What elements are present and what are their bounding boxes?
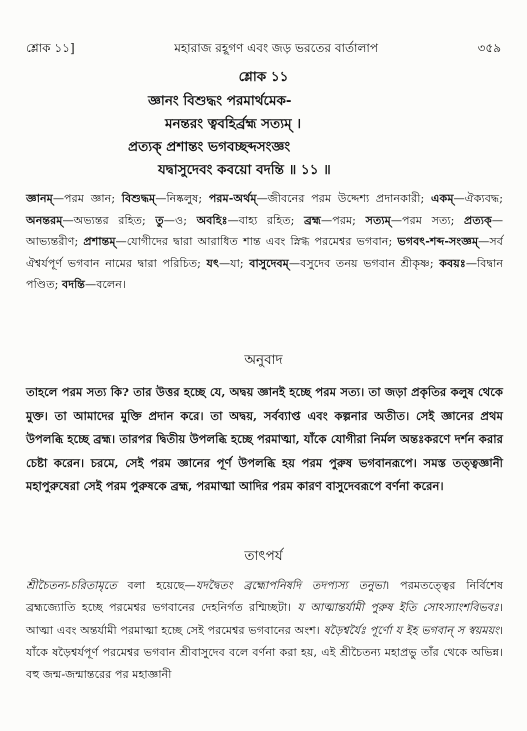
synonym-term: বাসুদেবম্ <box>249 255 289 270</box>
purport-quotation: য আত্মান্তর্যামী পুরুষ ইতি সোঽস্যাংশবিভবঃ <box>297 601 499 615</box>
synonym-meaning: —বাহ্য রহিত; <box>227 213 304 227</box>
synonym-term: বিশুদ্ধম্ <box>121 191 156 205</box>
verse-line: প্রত্যক্ প্রশান্তং ভগবচ্ছব্দসংজ্ঞং <box>128 139 291 155</box>
synonym-entry <box>431 192 503 205</box>
synonym-entry <box>83 235 397 248</box>
synonym-meaning: —জীবনের পরম উদ্দেশ্য প্রদানকারী; <box>256 192 431 205</box>
translation-text: তাহলে পরম সত্য কি? তার উত্তর হচ্ছে যে, অদ্বয় জ্ঞানই হচ্ছে পরম সত্য। তা জড়া প্রকৃতির কলুষ থেকে মুক্ত। তা আমাদের মুক্তি প্রদান করে। তা অদ্বয়, সর্বব্যাপ্ত এবং কল্পনার অতীত। সেই জ্ঞানের প্রথম উপলব্ধি হচ্ছে ব্রহ্ম। তারপর দ্বিতীয় উপলব্ধি হচ্ছে পরমাত্মা, যাঁকে যোগীরা নির্মল অন্তঃকরণে দর্শন করার চেষ্টা করেন। চরমে, সেই পরম জ্ঞানের পূর্ণ উপলব্ধি হয় পরম পুরুষ ভগবানরূপে। সমস্ত তত্ত্বজ্ঞানী মহাপুরুষেরা সেই পরম পুরুষকে ব্রহ্ম, পরমাত্মা আদির পরম কারণ বাসুদেবরূপে বর্ণনা করেন। <box>26 385 503 493</box>
purport-quotation: ষড়ৈশ্বর্যৈঃ পূর্ণো য ইহ ভগবান্ স স্বয়ময়ং <box>323 623 499 637</box>
purport-text <box>26 575 503 686</box>
verse-line: জ্ঞানং বিশুদ্ধং পরমার্থমেক- <box>148 93 292 109</box>
sanskrit-verse <box>0 90 527 182</box>
synonym-entry <box>155 214 196 227</box>
chapter-title: মহারাজ রহূগণ এবং জড় ভরতের বার্তালাপ <box>174 41 379 55</box>
synonym-meaning: —যা; <box>218 256 250 270</box>
synonym-meaning: —অভ্যন্তর রহিত; <box>62 213 156 227</box>
synonym-meaning: —ও; <box>163 213 197 227</box>
synonym-entry <box>122 192 209 205</box>
purport-quotation: যদদ্বৈতং ব্রহ্মোপনিষদি তদপ্যস্য তনুভা <box>195 579 386 592</box>
synonym-meaning: —পরম জ্ঞান; <box>52 192 122 205</box>
purport-heading: তাৎপর্য <box>244 548 283 564</box>
synonym-term: তু <box>155 212 164 227</box>
synonym-term: প্রশান্তম্ <box>83 234 116 248</box>
page-number: ৩৫৯ <box>477 41 501 55</box>
synonym-term: যৎ <box>206 255 219 270</box>
synonym-meaning: —বলেন। <box>85 278 126 291</box>
synonym-meaning: —নিষ্কলুষ; <box>155 192 209 205</box>
synonym-term: বদন্তি <box>62 277 86 291</box>
synonym-entry <box>26 214 155 227</box>
synonym-term: সত্যম্ <box>365 212 391 227</box>
synonym-meaning: —বসুদেব তনয় ভগবান শ্রীকৃষ্ণ; <box>288 256 440 270</box>
synonym-meaning: —যোগীদের দ্বারা আরাধিত শান্ত এবং স্নিগ্ধ পরমেশ্বর ভগবান; <box>115 235 398 248</box>
synonym-meaning: —পরম সত্য; <box>390 213 464 227</box>
purport-quotation: শ্রীচৈতন্য-চরিতামৃতে <box>26 579 117 592</box>
synonym-entry <box>197 214 304 227</box>
synonym-term: একম্ <box>430 191 454 205</box>
synonym-entry <box>366 214 464 227</box>
synonym-entry <box>26 192 122 205</box>
purport-text-run: । যাঁকে ষড়ৈশ্বর্যপূর্ণ পরমেশ্বর ভগবান শ্রীবাসুদেব বলে বর্ণনা করা হয়, এই শ্রীচৈতন্য মহাপ্রভু তাঁর থেকে অভিন্ন। বহু জন্ম-জন্মান্তরের পর মহাজ্ঞানী <box>26 623 503 682</box>
synonym-entry <box>209 192 431 205</box>
synonym-entry <box>207 257 250 270</box>
synonym-meaning: —সর্ব ঐশ্বর্যপূর্ণ ভগবান নামের দ্বারা পরিচিত; <box>26 235 503 270</box>
purport-text-run: । পরমতত্ত্বের নির্বিশেষ ব্রহ্মজ্যোতি হচ্ছে পরমেশ্বর ভগবানের দেহনির্গত রশ্মিচ্ছটা। <box>26 579 503 615</box>
synonym-term: ব্রহ্ম <box>303 212 322 227</box>
purport-text-run: বলা হয়েছে— <box>116 579 196 592</box>
translation-heading: অনুবাদ <box>244 352 283 368</box>
synonym-term: অনন্তরম্ <box>26 212 63 227</box>
synonym-term: পরম-অর্থম্ <box>208 191 257 205</box>
synonym-entry <box>304 214 366 227</box>
synonym-entry <box>62 278 126 291</box>
verse-number: শ্লোক ১১ <box>238 69 289 85</box>
verse-line: মনন্তরং ত্ববহির্ব্রহ্ম সত্যম্ । <box>165 116 302 132</box>
synonym-meaning: —ঐক্যবদ্ধ; <box>453 192 503 205</box>
synonym-meaning: —বিদ্বান পণ্ডিত; <box>26 256 504 291</box>
purport-text-run: । আত্মা এবং অন্তর্যামী পরমাত্মা হচ্ছে সেই পরমেশ্বর ভগবানের অংশ। <box>26 601 503 637</box>
synonym-term: কবয়ঃ <box>439 255 466 270</box>
synonym-term: প্রত্যক্ <box>463 212 492 227</box>
synonym-term: জ্ঞানম্ <box>26 191 53 205</box>
chapter-verse-reference: শ্লোক ১১] <box>26 41 75 55</box>
synonym-term: অবহিঃ <box>196 212 228 227</box>
verse-line: যদ্বাসুদেবং কবয়ো বদন্তি ॥ ১১ ॥ <box>158 162 331 178</box>
synonym-term: ভগবৎ-শব্দ-সংজ্ঞম্ <box>397 234 479 248</box>
word-for-word-synonyms <box>26 188 503 296</box>
synonym-meaning: —পরম; <box>321 213 366 227</box>
synonym-entry <box>249 257 439 270</box>
synonym-meaning: —আভ্যন্তরীণ; <box>26 213 503 248</box>
running-header <box>26 40 501 60</box>
